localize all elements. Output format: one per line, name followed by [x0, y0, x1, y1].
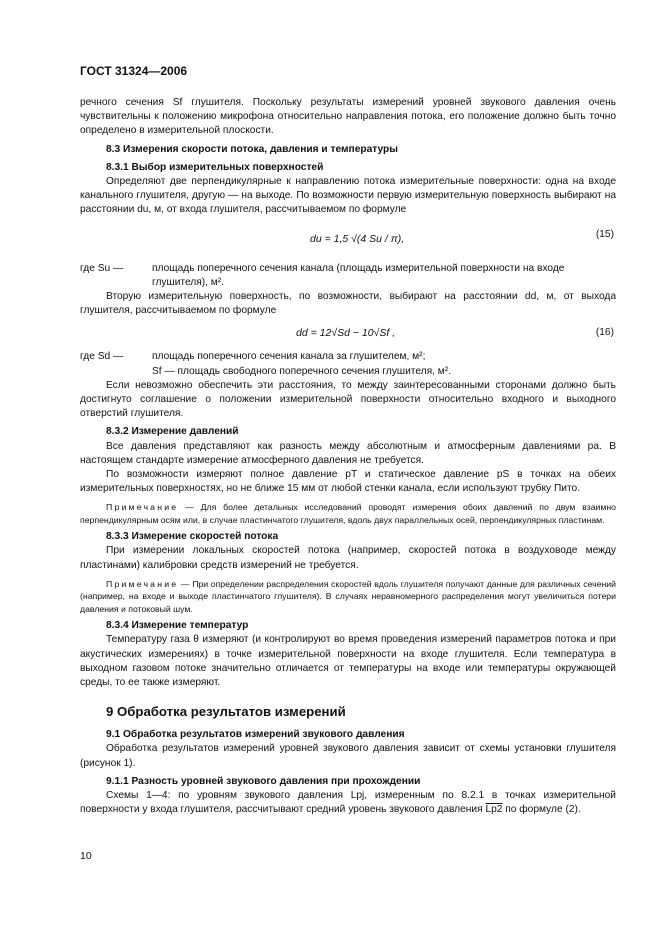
legend-symbol: где Su —	[80, 262, 124, 274]
formula-16-number: (16)	[595, 327, 614, 339]
legend-text: площадь поперечного сечения канала (площадь измерительной поверхности на входе глушителя), м².	[152, 262, 565, 288]
legend-symbol: где Sd —	[80, 351, 124, 363]
page-number: 10	[80, 850, 92, 862]
section-heading-9-1-1: 9.1.1 Разность уровней звукового давления при прохождении	[106, 775, 421, 787]
paragraph	[80, 789, 616, 817]
formula-legend-line: Sf — площадь свободного поперечного сечения глушителя, м².	[152, 365, 452, 377]
average-level-symbol: Lp2	[485, 804, 503, 816]
paragraph: Определяют две перпендикулярные к направлению потока измерительные поверхности: одна на входе канального глушителя, другую — на выходе. По возможности первую измерительную поверхность выбирают на расстоянии du, м, от входа глушителя, рассчитываемом по формуле	[80, 176, 616, 216]
section-heading-8-3-1: 8.3.1 Выбор измерительных поверхностей	[106, 161, 324, 173]
formula-15-body: du = 1,5 √(4 Su / π),	[310, 232, 405, 245]
document-header: ГОСТ 31324—2006	[80, 64, 188, 78]
paragraph: речного сечения Sf глушителя. Поскольку результаты измерений уровней звукового давления очень чувствительны к положению микрофона относительно направления потока, его положение должно быть точно определено в измерительной плоскости.	[80, 97, 616, 137]
note-label: Примечание	[106, 578, 179, 589]
note-text: — При определении распределения скоростей вдоль глушителя получают данные для различных сечений (например, на входе и выходе пластинчатого глушителя). В случаях неравномерного распределения могут увеличиться потери давления и потоковый шум.	[80, 578, 616, 614]
formula-16	[80, 320, 616, 348]
paragraph-text: Схемы 1—4: по уровням звукового давления Lpj, измеренным по 8.2.1 в точках измерительной поверхности у входа глушителя, рассчитывают средний уровень звукового давления	[80, 789, 616, 816]
paragraph: Все давления представляют как разность между абсолютным и атмосферным давлениями pa. В настоящем стандарте измерение атмосферного давления не требуется.	[80, 440, 616, 466]
document-body	[80, 96, 616, 817]
note	[80, 501, 616, 526]
section-heading-9-1: 9.1 Обработка результатов измерений звукового давления	[106, 729, 405, 741]
paragraph: Температуру газа θ измеряют (и контролируют во время проведения измерений параметров потока и при акустических измерениях) в точке измерительной поверхности на входе глушителя. Если температура в выходном газовом потоке значительно отличается от температуры на входе или температуры окружающей среды, то ее также измеряют.	[80, 634, 616, 688]
formula-16-body: dd = 12√Sd − 10√Sf ,	[296, 327, 396, 340]
paragraph: По возможности измеряют полное давление pT и статическое давление pS в точках на обеих измерительных поверхностях, но не ближе 15 мм от любой стенки канала, если используют трубку Пито.	[80, 469, 616, 495]
paragraph: При измерении локальных скоростей потока (например, скоростей потока в воздуховоде между пластинами) калибровки средств измерений не требуется.	[80, 545, 616, 571]
formula-legend	[80, 262, 616, 290]
paragraph: Вторую измерительную поверхность, по возможности, выбирают на расстоянии dd, м, от выхода глушителя, рассчитываемом по формуле	[80, 291, 616, 317]
note-label: Примечание	[106, 502, 179, 513]
legend-text: площадь поперечного сечения канала за глушителем, м²;	[152, 351, 426, 363]
section-heading-9: 9 Обработка результатов измерений	[106, 704, 346, 720]
note	[80, 578, 616, 615]
section-heading-8-3-3: 8.3.3 Измерение скоростей потока	[106, 531, 279, 543]
formula-15	[80, 220, 616, 260]
paragraph: Обработка результатов измерений уровней звукового давления зависит от схемы установки глушителя (рисунок 1).	[80, 743, 616, 769]
section-heading-8-3-4: 8.3.4 Измерение температур	[106, 620, 249, 632]
paragraph-text: по формуле (2).	[502, 804, 581, 816]
formula-15-number: (15)	[595, 228, 614, 240]
section-heading-8-3-2: 8.3.2 Измерение давлений	[106, 426, 239, 438]
formula-legend	[80, 350, 616, 364]
section-heading-8-3: 8.3 Измерения скорости потока, давления и температуры	[106, 143, 398, 155]
note-text: — Для более детальных исследований проводят измерения обоих давлений по двум взаимно перпендикулярным осям или, в случае пластинчатого глушителя, вдоль двух параллельных осей, перпендикулярных пластинам.	[80, 502, 616, 525]
paragraph: Если невозможно обеспечить эти расстояния, то между заинтересованными сторонами должно быть достигнуто соглашение о положении измерительной поверхности относительно входного и выходного отверстий глушителя.	[80, 379, 616, 420]
